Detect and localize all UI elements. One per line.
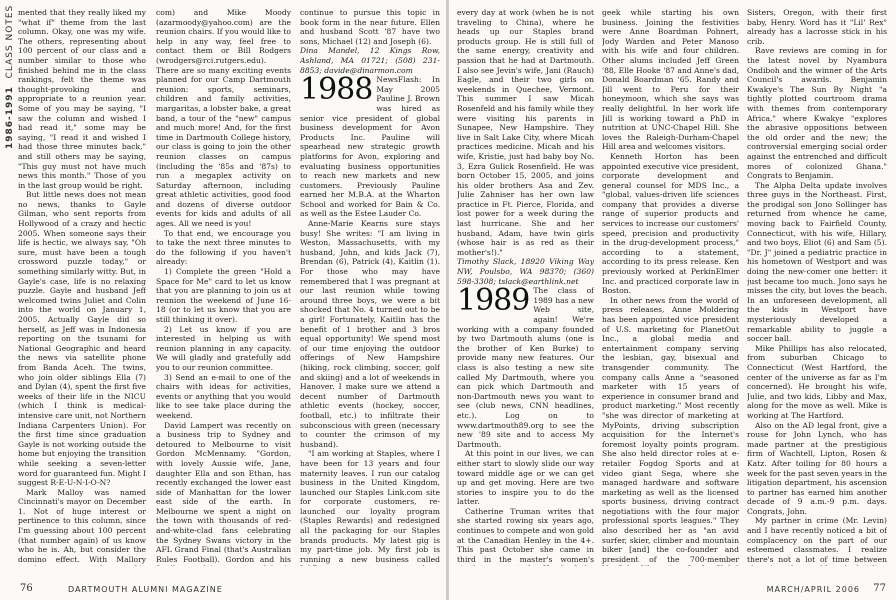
left-page	[0, 0, 447, 600]
text-paragraph: David Lampert was recently on a business trip to Sydney and detoured to Melbourne to visit Gordon McMennamy. "Gordon, with lovely Aussie wife, Jane, daughter Ella and son Ethan, has recently exchanged the lower east side of Manhattan for the lower east side of the earth. In Melbourne we spent a night on the town with thousands of red-and-white-clad fans celebrating the Sydney Swans victory in the AFL Grand Final (that's Australian Rules Football). Gordon and his	[156, 420, 291, 564]
text-paragraph: Sisters, Oregon, with their first baby, Henry. Word has it "Lil' Rex" already has a lacrosse stick in his crib.	[747, 8, 887, 46]
text-paragraph: 3) Send an e-mail to one of the chairs with ideas for activities, events or anything that you would like to see take place during the weekend.	[156, 372, 291, 420]
left-column-1	[18, 8, 146, 566]
text-paragraph: But little news does not mean no news, thanks to Gayle Gilman, who sent reports from Hollywood of a crazy and hectic 2005. When someone says their life is hectic, we always say, "Oh sure, must have been a tough crossword puzzle today," or something similarly witty. But, in Gayle's case, life is no relaxing puzzle. Gayle and husband Jeff welcomed twins Juliet and Colin into the world on January 1, 2005. Actually Gayle did so herself, as Jeff was in Indonesia reporting on the tsunami for National Geographic and heard the news via satellite phone from Banda Aceh. The twins, who join older siblings Ella (7) and Dylan (4), spent the first five weeks of their life in the NICU (which I think is medical-intensive care unit, not Northern Indiana Carpenters Union). For the first time since graduation Gayle is not working outside the home but enjoying the transition while seeking a seven-letter word for guaranteed fun. Might I suggest R-E-U-N-I-O-N?	[18, 190, 146, 488]
side-tab-label: CLASS NOTES	[5, 4, 15, 79]
issue-date: MARCH/APRIL 2006	[766, 585, 860, 594]
text-paragraph: Mike Phillips has also relocated, from suburban Chicago to Connecticut (West Hartford, the center of the universe as far as I'm concerned). He brought his wife, Julie, and two kids, Libby and Max, along for the move as well. Mike is working at The Hartford.	[747, 343, 887, 420]
right-column-1	[457, 8, 594, 566]
text-paragraph: Anne-Marie Kearns sure stays busy! She writes: "I am living in Weston, Massachusetts, with my husband, John, and kids Jack (7), Brendan (6), Patrick (4), Kaitlin (1). For those who may have remembered that I was pregnant at our last reunion while towing around three boys, we were a bit shocked that No. 4 turned out to be a girl! Fortunately, Kaitlin has the benefit of 1 brother and 3 bros equal opportunity! We spend most of our time enjoying the outdoor offerings of New Hampshire (hiking, rock climbing, soccer, golf and skiing) and a lot of weekends in Hanover. I make sure we attend a decent number of Dartmouth athletic events (hockey, soccer, football, etc.) to infiltrate their subconscious with green (necessary to counter the crimson of my husband).	[300, 219, 440, 449]
magazine-title: DARTMOUTH ALUMNI MAGAZINE	[68, 585, 223, 594]
right-column-3	[747, 8, 887, 566]
class-secretary-address: Dina Mandel, 12 Kings Row, Ashland, MA 01721; (508) 231-8853; davide@dinarmon.com	[300, 46, 440, 75]
left-column-3	[300, 8, 440, 566]
text-paragraph: Mark Malloy was named Cincinnati's mayor on December 1. Not of huge interest or pertinence to this column, since I'm guessing about 100 percent (that number again) of us know who he is. Ah, but consider the domino effect. With Mallory	[18, 487, 146, 564]
page-number-right: 77	[873, 583, 886, 594]
section-side-tab	[2, 6, 16, 156]
side-tab-years: 1986-1991	[5, 86, 15, 149]
text-paragraph: continue to pursue this topic in book form in the near future. Ellen and husband Scott '87 have two sons, Michael (12) and Joseph (6).	[300, 8, 440, 46]
page-number-left: 76	[20, 583, 33, 594]
text-paragraph: Catherine Truman writes that she started rowing six years ago, continues to compete and won gold at the Canadian Henley in the 4+. This past October she came in third in the master's women's	[457, 506, 594, 564]
text-paragraph: The class of 1989 has a new Web site, again! We're working with a company founded by two Dartmouth alums (one is the brother of Ken Burke) to provide many new features. Our class is also testing a new site called My Dartmouth, where you can pick which Dartmouth and non-Dartmouth news you want to see (club news, CNN headlines, etc.). Log on to www.dartmouth89.org to see the new '89 site and to access My Dartmouth.	[457, 286, 594, 449]
text-paragraph: mented that they really liked my "what if" theme from the last column. Okay, one was my wife. The others, representing about 100 percent of our class and a number similar to those who finished behind me in the class rankings, felt the theme was thought-provoking and appropriate to a reunion year. Some of you may be saying, "I saw the column and wished I had read it," some may be saying, "I read it and wished I had those three minutes back," and still others may be saying, "This guy must not have much news this month." Those of you in the last group would be right.	[18, 8, 146, 190]
text-paragraph: My partner in crime (Mr. Levin) and I have recently noticed a bit of complacency on the part of our esteemed classmates. I realize there's not a lot of time between	[747, 516, 887, 564]
left-column-2	[156, 8, 291, 566]
text-paragraph: Also on the AD legal front, give a rouse for John Lynch, who has made partner at the prestigious firm of Wachtell, Lipton, Rosen & Katz. After toiling for 80 hours a week for the past seven years in the litigation department, his ascension to partner has earned him another decade of 9 a.m.-9 p.m. days. Congrats, John.	[747, 420, 887, 516]
right-page	[449, 0, 896, 600]
text-paragraph: 1) Complete the green "Hold a Space for Me" card to let us know that you are planning to join us at reunion the weekend of June 16-18 (or to let us know that you are still thinking it over).	[156, 267, 291, 324]
right-column-2	[602, 8, 739, 566]
text-paragraph: "I am working at Staples, where I have been for 13 years and four maternity leaves. I run our catalog business in the United Kingdom, launched our Staples Link.com site for corporate customers, re-launched our loyalty program (Staples Rewards) and redesigned all the packaging for our Staples brands products. My latest gig is my part-time job. My first job is running a new business called	[300, 449, 440, 564]
class-secretary-address: Timothy Slack, 18920 Viking Way NW, Poulsbo, WA 98370; (360) 598-3308; tslack@earthlink.net	[457, 257, 594, 286]
text-paragraph: com) and Mike Moody (azarmoody@yahoo.com) are the reunion chairs. If you would like to help in any way, feel free to contact them or Bill Rodgers (wrodgers@rci.rutgers.edu). There are so many exciting events planned for our Camp Dartmouth reunion: sports, seminars, children and family activities, margaritas, a lobster bake, a great band, a tour of the "new" campus and much more! And, for the first time in Dartmouth College history, our class is going to join the other reunion classes on campus (including the '85s and '87s) to run a megaplex activity on Saturday afternoon, including great athletic activities, good food and dozens of diverse outdoor events for kids and adults of all ages. All we need is you!	[156, 8, 291, 229]
text-paragraph: To that end, we encourage you to take the next three minutes to do the following if you haven't already:	[156, 228, 291, 267]
text-paragraph: In other news from the world of press releases, Anne Moldering has been appointed vice president of U.S. marketing for PlanetOut Inc., a global media and entertainment company serving the lesbian, gay, bisexual and transgender community. The company calls Anne a "seasoned marketer with 15 years of experience in consumer brand and product marketing." Most recently "she was director of marketing at MyPoints, driving subscription acquisition for the Internet's foremost loyalty points program. She also held director roles at e-retailer Fogdog Sports and at video giant Sega, where she managed hardware and software marketing as well as the licensed sports business, driving contract negotiations with the four major professional sports leagues." They also described her as "an avid surfer, skier, climber and mountain biker [and] the co-founder and president of the 700-member	[602, 295, 739, 564]
text-paragraph: The Alpha Delta update involves three guys in the Northeast. First, the prodigal son Jono Sollinger has returned from whence he came, moving back to Fairfield County, Connecticut, with his wife, Hillary, and two boys, Eliot (6) and Sam (5). "Dr. J" joined a pediatric practice in his hometown of Westport and was doing the new-comer one better: it just became too much. Jono says he misses the city, but loves the beach. In an unforeseen development, all the kids in Westport have mysteriously developed a remarkable ability to juggle a soccer ball.	[747, 180, 887, 344]
class-year-heading-1989: 1989	[457, 283, 530, 319]
text-paragraph: At this point in our lives, we can either start to slowly slide our way toward middle age or we can get up and get moving. Here are two stories to inspire you to do the latter.	[457, 449, 594, 507]
text-paragraph: geek while starting his own business. Joining the festivities were Anne Boardman Pohnert, Jody Warden and Peter Manoso with his wife and four children. Other alums included Jeff Green '88, Elle Hooke '87 and Anne's dad, Donald Boardman '65. Randy and Jill went to Peru for their honeymoon, which she says was really delightful. In her work life Jill is working toward a PhD in nutrition at UNC-Chapel Hill. She loves the Raleigh-Durham-Chapel Hill area and welcomes visitors.	[602, 8, 739, 152]
text-paragraph: every day at work (when he is not traveling to China), where he heads up our Staples brand products group. He is still full of the same energy, creativity and passion that he had at Dartmouth. I also see Jevin's wife, Jani (Rauch) Eagle, and their two girls on weekends in Quechee, Vermont. This summer I saw Micah Rosenfeld and his family while they were visiting his parents in Sunapee, New Hampshire. They live in Salt Lake City, where Micah practices medicine. Micah and his wife, Kristie, just had baby boy No. 3, Ezra Gulick Rosenfield. He was born October 15, 2005, and joins his older brothers Asa and Zev. Julie Zahniser has her own law practice in Ft. Pierce, Florida, and lost power for a week during the last hurricane. She and her husband, Adam, have twin girls (whose hair is as red as their mother's!)."	[457, 8, 594, 257]
text-paragraph: Kenneth Horton has been appointed executive vice president, corporate development and general counsel for MDS Inc., a "global, values-driven life sciences company that provides a diverse range of superior products and services to increase our customers' speed, precision and productivity in the drug-development process," according to a statement, according to its press release. Ken previously worked at PerkinElmer Inc. and practiced corporate law in Boston.	[602, 151, 739, 296]
text-paragraph: 2) Let us know if you are interested in helping us with reunion planning in any capacity. We will gladly and gratefully add you to our reunion committee.	[156, 324, 291, 372]
text-paragraph: Rave reviews are coming in for the latest novel by Nyambura Ondiboh and the winner of the Arts Council's awards. Benjamin Kwakye's The Sun By Night "a tightly plotted courtroom drama with themes from contemporary Africa," where Kwakye "explores the abrasive oppositions between the old order and the new; the controversial emerging social order against the entrenched and difficult mores of colonized Ghana." Congrats to Benjamin.	[747, 46, 887, 181]
text-paragraph: NewsFlash: In May 2005 Pauline J. Brown was hired as senior vice president of global business development for Avon Products Inc. Pauline will spearhead new strategic growth platforms for Avon, exploring and evaluating business opportunities to reach new markets and new customers. Previously Pauline earned her M.B.A. at the Wharton School and worked for Bain & Co. as well as the Estee Lauder Co.	[300, 75, 440, 219]
class-year-heading-1988: 1988	[300, 72, 373, 108]
